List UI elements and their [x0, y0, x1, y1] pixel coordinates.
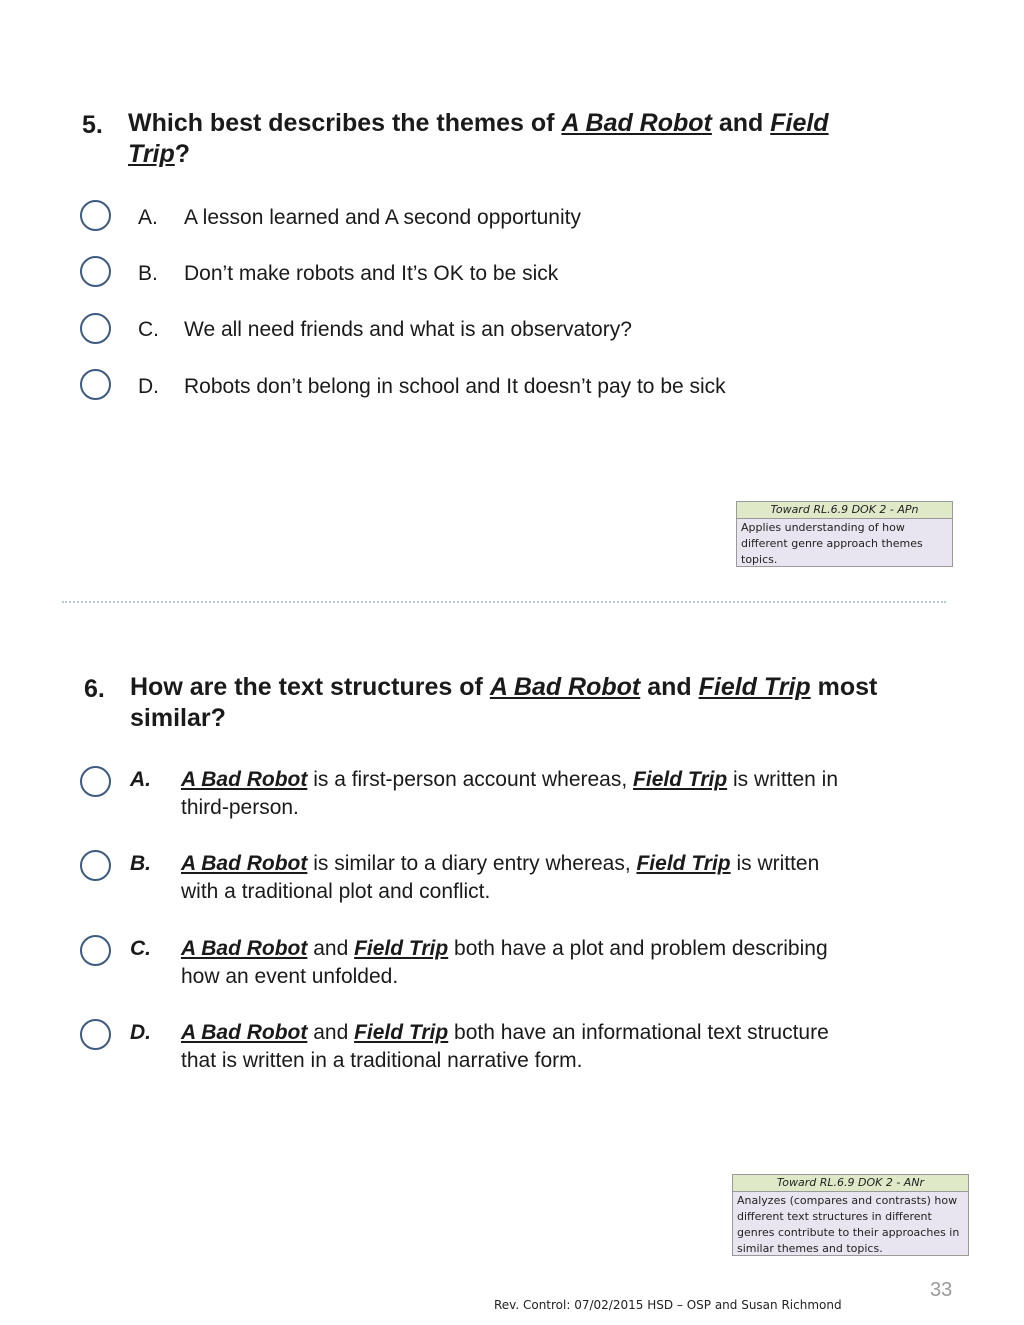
q5-standard-description: Applies understanding of how different genre approach themes topics.: [741, 521, 923, 566]
q6-option-c-text: A Bad Robot and Field Trip both have a plot and problem describing how an event unfolded.: [181, 937, 828, 988]
q6-option-b-radio[interactable]: [80, 850, 111, 881]
page-number: 33: [930, 1279, 953, 1301]
q6-option-c-radio[interactable]: [80, 935, 111, 966]
section-divider: [62, 601, 946, 603]
q5-option-a-letter: A.: [138, 206, 158, 229]
question-6-number: 6.: [84, 675, 105, 703]
q5-option-b-letter: B.: [138, 262, 158, 285]
q5-option-b-radio[interactable]: [80, 256, 111, 287]
q5-standard-box: [736, 501, 953, 567]
q5-option-a-radio[interactable]: [80, 200, 111, 231]
q6-option-b-letter: B.: [130, 852, 151, 875]
q5-option-d-radio[interactable]: [80, 369, 111, 400]
title-a-bad-robot: A Bad Robot: [561, 109, 712, 137]
q6-standard-description: Analyzes (compares and contrasts) how different text structures in different genres contribute to their approaches in similar themes and topics.: [737, 1194, 960, 1255]
q6-option-d-radio[interactable]: [80, 1019, 111, 1050]
q5-option-d-letter: D.: [138, 375, 159, 398]
q5-option-c-text: We all need friends and what is an observatory?: [184, 318, 632, 341]
q6-standard-box: [732, 1174, 969, 1256]
q5-option-a-text: A lesson learned and A second opportunity: [184, 206, 581, 229]
q6-option-a-radio[interactable]: [80, 766, 111, 797]
q6-option-d-letter: D.: [130, 1021, 151, 1044]
q5-option-c-radio[interactable]: [80, 313, 111, 344]
q5-option-b-text: Don’t make robots and It’s OK to be sick: [184, 262, 559, 285]
question-5-text: Which best describes the themes of A Bad Robot and Field Trip?: [128, 109, 829, 168]
q6-option-a-letter: A.: [130, 768, 151, 791]
q5-standard-header: Toward RL.6.9 DOK 2 - APn: [737, 502, 952, 519]
q5-option-d-text: Robots don’t belong in school and It doesn’t pay to be sick: [184, 375, 726, 398]
question-6-text: How are the text structures of A Bad Robot and Field Trip most similar?: [130, 673, 878, 732]
q6-option-b-text: A Bad Robot is similar to a diary entry whereas, Field Trip is written with a traditional plot and conflict.: [181, 852, 820, 903]
question-5-number: 5.: [82, 111, 103, 139]
revision-footer: Rev. Control: 07/02/2015 HSD – OSP and Susan Richmond: [494, 1298, 842, 1312]
q6-option-c-letter: C.: [130, 937, 151, 960]
q6-option-d-text: A Bad Robot and Field Trip both have an informational text structure that is written in a traditional narrative form.: [181, 1021, 829, 1072]
q6-option-a-text: A Bad Robot is a first-person account whereas, Field Trip is written in third-person.: [181, 768, 839, 819]
q6-standard-header: Toward RL.6.9 DOK 2 - ANr: [733, 1175, 968, 1192]
q5-option-c-letter: C.: [138, 318, 159, 341]
